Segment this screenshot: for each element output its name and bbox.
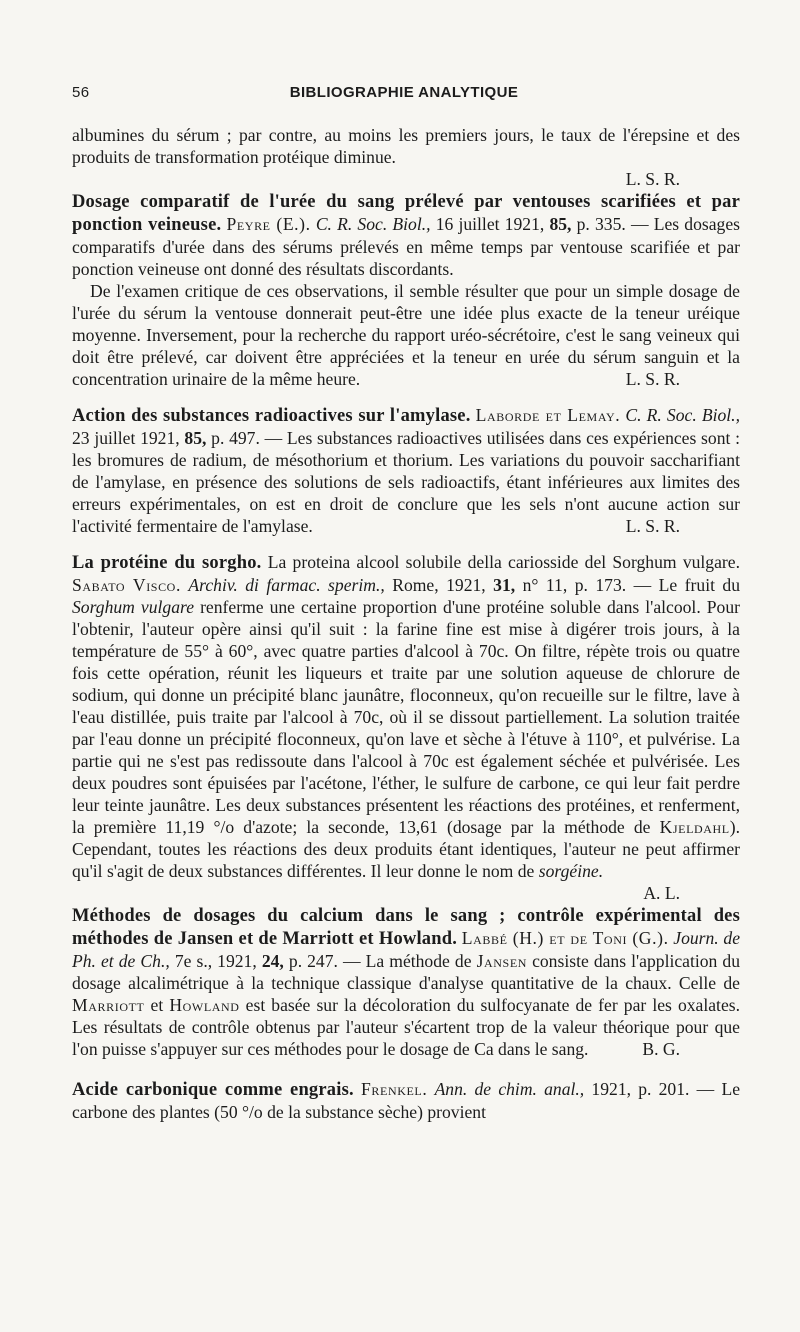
entry-source: Journ. de Ph. et de Ch., [72, 928, 740, 971]
entry-author: Labbé (H.) et de Toni (G.). [461, 928, 669, 948]
bibliography-entry [72, 551, 740, 904]
entry-source: Archiv. di farmac. sperim., [188, 575, 385, 595]
entry-title: Dosage comparatif de l'urée du sang prélevé par ventouses scarifiées et par ponction veineuse. [72, 192, 740, 235]
bibliography-entry [72, 904, 740, 1060]
bibliography-entry [72, 1078, 740, 1123]
continuation-text: albumines du sérum ; par contre, au moins les premiers jours, le taux de l'érepsine et des produits de transformation protéique diminue. [72, 125, 740, 167]
entry-body: est basée sur la décoloration du sulfocyanate de fer par les oxalates. Les résultats de contrôle obtenus par l'auteur s'écartent trop de la valeur théorique pour que l'on puisse s'appuyer sur ces méthodes pour le dosage de Ca dans le sang. [72, 995, 740, 1059]
entry-paragraph [72, 190, 740, 280]
entry-ref: Rome, 1921, [392, 575, 486, 595]
entry-paragraph [72, 904, 740, 1060]
entry-signature: L. S. R. [625, 516, 680, 536]
entry-volume: 85, [184, 428, 207, 448]
entry-ref: 16 juillet 1921, [435, 214, 545, 234]
entry-title: La protéine du sorgho. [72, 553, 262, 573]
entry-page: p. 497. [211, 428, 260, 448]
entry-title: Méthodes de dosages du calcium dans le sang ; contrôle expérimental des méthodes de Jansen et de Marriott et Howland. [72, 906, 740, 949]
entry-name: Jansen [476, 951, 528, 971]
entry-ref: 7e s., 1921, [174, 951, 257, 971]
entry-body: — Les substances radioactives utilisées dans ces expériences sont : les bromures de radium, de mésothorium et thorium. Les variations du pouvoir saccharifiant de l'amylase, en présence des solutions de sels radioactifs, étant inférieures aux limites des erreurs expérimentales, on est en droit de conclure que les sels n'ont aucune action sur l'activité fermentaire de l'amylase. [72, 428, 740, 536]
entry-author: Laborde et Lemay. [475, 405, 621, 425]
entry-body: — Le carbone des plantes (50 °/o de la substance sèche) provient [72, 1079, 740, 1122]
entry-body: ). Cependant, toutes les réactions des deux produits étant identiques, l'auteur ne peut affirmer qu'il s'agit de deux substances différentes. Il leur donne le nom de [72, 817, 740, 881]
running-head-title: BIBLIOGRAPHIE ANALYTIQUE [289, 84, 519, 101]
entry-body: et [150, 995, 164, 1015]
entry-body: renferme une certaine proportion d'une protéine soluble dans l'alcool. Pour l'obtenir, l'auteur opère ainsi qu'il suit : la farine fine est mise à digérer trois jours, à la température de 55° à 60°, avec quatre parties d'alcool à 70c. On filtre, répète trois ou quatre fois cette opération, réunit les liqueurs et traite par une solution aqueuse de chlorure de sodium, qui donne un précipité blanc jaunâtre, floconneux, qu'on recueille sur le filtre, lave à l'eau distillée, puis traite par l'alcool à 70c, où il se dissout partiellement. La solution traitée par l'eau donne un précipité floconneux, qu'on lave et sèche à l'étuve à 110°, et pulvérise. La partie qui ne s'est pas redissoute dans l'alcool à 70c est également séchée et pulvérisée. Les deux poudres sont épuisées par l'acétone, l'éther, le sulfure de carbone, ce qui leur fait perdre leur teinte jaunâtre. Les deux substances présentent les réactions des protéines, et renferment, la première 11,19 °/o d'azote; la seconde, 13,61 (dosage par la méthode de [72, 597, 740, 837]
body-text [72, 124, 740, 1123]
entry-source: Ann. de chim. anal., [434, 1079, 585, 1099]
running-head [72, 84, 736, 106]
entry-signature: L. S. R. [625, 169, 680, 189]
entry-page: p. 335. [576, 214, 626, 234]
entry-volume: 24, [261, 951, 284, 971]
entry-author: Frenkel. [361, 1079, 428, 1099]
entry-source: C. R. Soc. Biol., [315, 214, 431, 234]
entry-volume: 85, [549, 214, 572, 234]
entry-volume: 31, [493, 575, 516, 595]
entry-body: De l'examen critique de ces observations, il semble résulter que pour un simple dosage de l'urée du sérum la ventouse donnerait peut-être une idée plus exacte de la teneur uréique moyenne. Inversement, pour la recherche du rapport uréo-sécrétoire, c'est le sang veineux qui doit être prélevé, car doivent être appréciées et la teneur en urée du sérum sanguin et la concentration urinaire de la même heure. [72, 281, 740, 389]
entry-page: p. 247. [288, 951, 338, 971]
entry-name: Marriott [72, 995, 145, 1015]
entry-issue: n° 11, p. 173. [522, 575, 627, 595]
continuation-paragraph [72, 124, 740, 168]
entry-paragraph [72, 1078, 740, 1123]
entry-lead: La proteina alcool solubile della cariosside del Sorghum vulgare. [267, 552, 740, 572]
entry-body: consiste dans l'application du dosage alcalimétrique à la technique classique d'analyse quantitative de la chaux. Celle de [72, 951, 740, 993]
entry-signature: L. S. R. [625, 369, 680, 389]
entry-source: C. R. Soc. Biol., [625, 405, 740, 425]
entry-ref: 23 juillet 1921, [72, 428, 180, 448]
entry-name: sorgéine. [538, 861, 604, 881]
entry-body: — La méthode de [343, 951, 472, 971]
entry-paragraph [72, 551, 740, 882]
entry-title: Acide carbonique comme engrais. [72, 1080, 354, 1100]
bibliography-entry [72, 404, 740, 537]
bibliography-entry [72, 190, 740, 390]
entry-species: Sorghum vulgare [72, 597, 195, 617]
entry-author: Peyre (E.). [226, 214, 311, 234]
page-number: 56 [72, 84, 90, 101]
entry-author: Sabato Visco. [72, 575, 181, 595]
entry-body: — Les dosages comparatifs d'urée dans des sérums prélevés en même temps par ventouse scarifiée et par ponction veineuse ont donné des résultats discordants. [72, 214, 740, 279]
entry-signature: A. L. [643, 883, 680, 903]
entry-title: Action des substances radioactives sur l'amylase. [72, 406, 471, 426]
entry-signature: B. G. [642, 1039, 680, 1059]
entry-body: — Le fruit du [633, 575, 741, 595]
entry-ref: 1921, p. 201. [591, 1079, 690, 1099]
entry-method: Kjeldahl [659, 817, 730, 837]
entry-name: Howland [169, 995, 240, 1015]
